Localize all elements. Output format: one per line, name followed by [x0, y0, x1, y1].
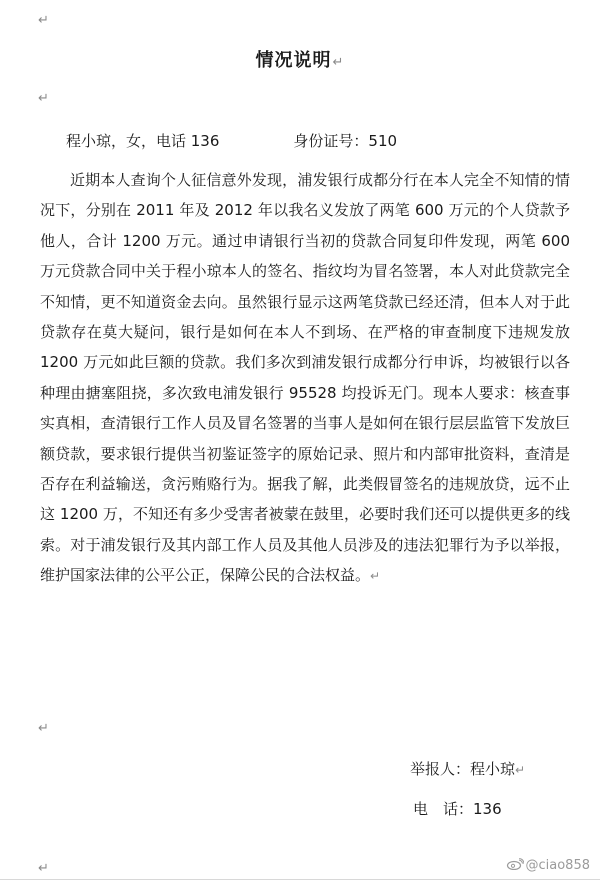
title-text: 情况说明	[255, 50, 332, 71]
reporter-text: 举报人：程小琼	[410, 760, 516, 778]
paragraph-mark: ↵	[38, 13, 49, 28]
watermark	[506, 858, 591, 873]
reporter-phone	[413, 798, 502, 819]
body-text: 近期本人查询个人征信意外发现，浦发银行成都分行在本人完全不知情的情况下，分别在 2011 年及 2012 年以我名义发放了两笔 600 万元的个人贷款予他人，合计 1200 万元。通过申请银行当初的贷款合同复印件发现，两笔 600 万元贷款合同中关于程小琼本人的签名、指纹均为冒名签署，本人对此贷款完全不知情，更不知道资金去向。虽然银行显示这两笔贷款已经还清，但本人对于此贷款存在莫大疑问，银行是如何在本人不到场、在严格的审查制度下违规发放 1200 万元如此巨额的贷款。我们多次到浦发银行成都分行申诉，均被银行以各种理由搪塞阻挠，多次致电浦发银行 95528 均投诉无门。现本人要求：核查事实真相，查清银行工作人员及冒名签署的当事人是如何在银行层层监管下发放巨额贷款，要求银行提供当初鉴证签字的原始记录、照片和内部审批资料，查清是否存在利益输送，贪污贿赂行为。据我了解，此类假冒签名的违规放贷，远不止这 1200 万，不知还有多少受害者被蒙在鼓里，必要时我们还可以提供更多的线索。对于浦发银行及其内部工作人员及其他人员涉及的违法犯罪行为予以举报，维护国家法律的公平公正，保障公民的合法权益。	[40, 171, 570, 585]
identity-line	[66, 130, 397, 151]
paragraph-mark: ↵	[38, 861, 49, 876]
page-bottom-border	[0, 879, 600, 880]
paragraph-mark: ↵	[332, 55, 345, 70]
paragraph-mark: ↵	[515, 763, 526, 777]
paragraph-mark: ↵	[38, 721, 49, 736]
document-title	[0, 46, 600, 72]
reporter-signature	[410, 758, 525, 779]
name-phone-text: 程小琼，女，电话 136	[66, 132, 220, 150]
weibo-icon	[506, 858, 524, 870]
watermark-text: @ciao858	[525, 858, 590, 873]
phone-text: 电 话：136	[413, 800, 502, 818]
id-number-text: 身份证号：510	[293, 132, 398, 150]
paragraph-mark: ↵	[370, 569, 381, 584]
paragraph-mark: ↵	[38, 91, 49, 106]
body-paragraph	[40, 165, 570, 592]
